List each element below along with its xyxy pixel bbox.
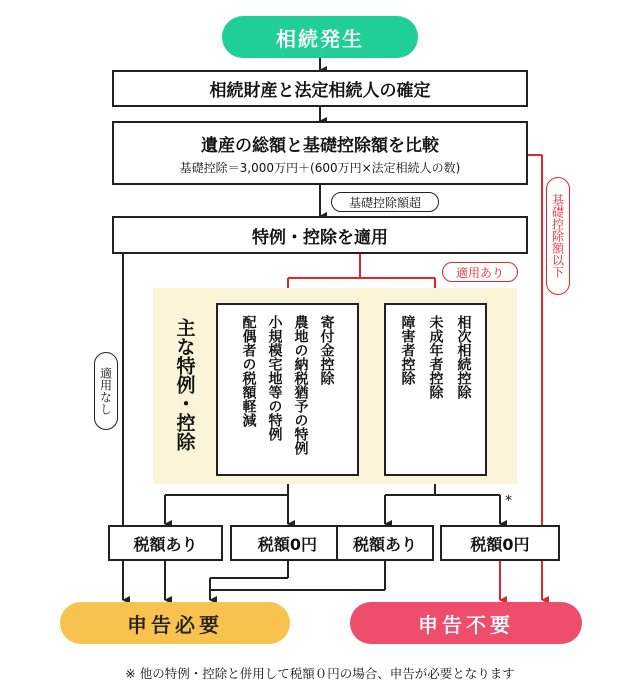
- result-label: 税額0円: [257, 534, 318, 554]
- label-over-text: 基礎控除額超: [348, 195, 421, 210]
- footnote: [0, 664, 640, 682]
- start-label: 相続発生: [276, 26, 364, 51]
- special-title: [168, 318, 202, 468]
- step-confirm-heirs-label: 相続財産と法定相続人の確定: [209, 81, 431, 101]
- result-tax-zero-1: [230, 525, 345, 561]
- step-confirm-heirs: [112, 70, 528, 107]
- step-compare-deduction: [112, 121, 528, 185]
- label-over-deduction: [331, 192, 439, 212]
- special-item: 相次相続控除: [455, 315, 472, 399]
- special-group-right: [384, 303, 487, 476]
- result-tax-zero-2: [440, 525, 560, 561]
- result-label: 税額あり: [133, 534, 198, 554]
- result-label: 税額あり: [352, 534, 417, 554]
- asterisk-mark: [505, 493, 512, 509]
- start-pill: [222, 16, 418, 58]
- outcome-required-label: 申告必要: [127, 612, 223, 637]
- result-tax-yes-1: [108, 525, 223, 561]
- special-title-text: 主な特例・控除: [173, 318, 196, 451]
- special-group-left: [216, 303, 359, 476]
- outcome-not-required-label: 申告不要: [418, 612, 514, 637]
- label-not-applied: [94, 352, 118, 430]
- asterisk-text: *: [505, 493, 512, 509]
- label-not-applied-text: 適用なし: [98, 367, 113, 415]
- outcome-filing-not-required: [350, 602, 582, 644]
- special-item: 障害者控除: [399, 315, 416, 385]
- special-item: 未成年者控除: [427, 315, 444, 399]
- step-apply-special: [112, 216, 528, 254]
- step-compare-title: 遺産の総額と基礎控除額を比較: [201, 135, 439, 156]
- step-apply-label: 特例・控除を適用: [252, 227, 388, 248]
- label-under-text: 基礎控除額以下: [550, 194, 565, 278]
- outcome-filing-required: [60, 602, 290, 644]
- label-applied: [442, 262, 518, 282]
- result-label: 税額0円: [470, 534, 530, 554]
- footnote-text: ※ 他の特例・控除と併用して税額０円の場合、申告が必要となります: [125, 666, 515, 681]
- label-applied-text: 適用あり: [455, 265, 504, 280]
- label-under-deduction: [546, 177, 570, 295]
- result-tax-yes-2: [336, 525, 434, 561]
- special-item: 小規模宅地等の特例: [266, 315, 283, 441]
- special-item: 寄付金控除: [318, 315, 335, 385]
- special-item: 配偶者の税額軽減: [240, 315, 257, 427]
- step-compare-formula: 基礎控除＝3,000万円＋(600万円×法定相続人の数): [179, 160, 461, 175]
- special-item: 農地の納税猶予の特例: [292, 315, 309, 455]
